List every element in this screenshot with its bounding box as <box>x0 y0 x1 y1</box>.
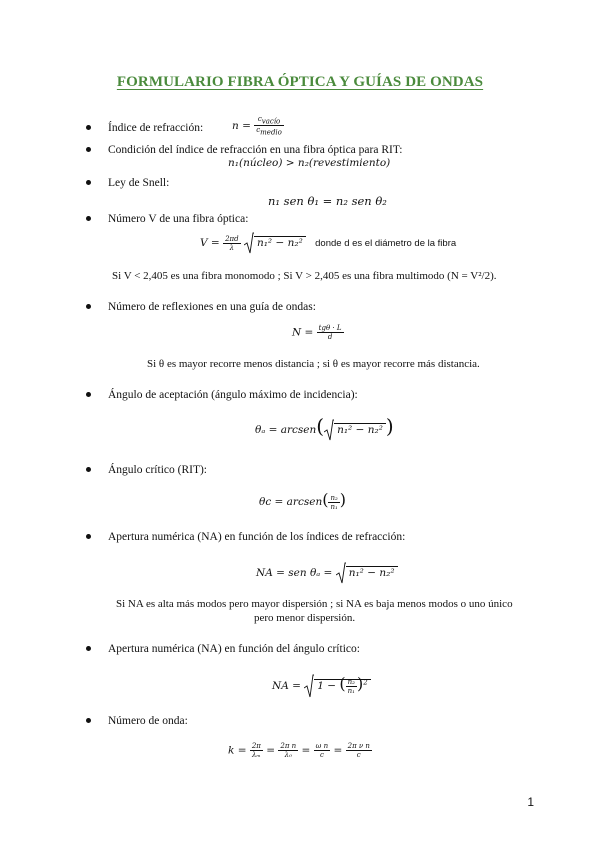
sqrt-symbol <box>244 232 254 254</box>
na-indices-remark-1: Si NA es alta más modos pero mayor dispersión ; si NA es baja menos modos o uno único <box>116 598 513 610</box>
reflections-equation: N = $\frac{\text{tgθ · L}}{d}$ <box>292 324 342 341</box>
refraction-index-equation: n = $\frac{c_{vacío}}{c_{medio}}$ <box>232 115 282 137</box>
wave-number-label: Número de onda: <box>108 715 188 727</box>
wave-number-equation: k = $\frac{2\pi}{\text{λₘ}}$ = $\frac{\text{2π n}}{\text{λ₀}}$ = $\frac{\text{ω n}}{c}$ = $\frac{\text{2π ν n}}{c}$ <box>228 742 370 759</box>
acceptance-angle-label: Ángulo de aceptación (ángulo máximo de incidencia): <box>108 389 358 401</box>
snell-equation: n₁ sen θ₁ = n₂ sen θ₂ <box>268 194 387 208</box>
sqrt-symbol <box>336 562 346 584</box>
v-number-label: Número V de una fibra óptica: <box>108 213 249 225</box>
rit-condition-label: Condición del índice de refracción en una fibra óptica para RIT: <box>108 144 403 156</box>
na-critical-equation: NA = 1 − ( $\frac{\text{n₂}}{\text{n₁}}$ )$^2$ <box>272 674 371 698</box>
rit-condition-equation: n₁(núcleo) > n₂(revestimiento) <box>228 157 391 169</box>
v-number-remark: Si V < 2,405 es una fibra monomodo ; Si V > 2,405 es una fibra multimodo (N = V²/2). <box>112 270 497 282</box>
sqrt-symbol <box>324 419 334 441</box>
refraction-index-label: Índice de refracción: <box>108 122 204 134</box>
critical-angle-equation: θc = arcsen( $\frac{\text{n₂}}{\text{n₁}}$ ) <box>259 490 347 511</box>
v-number-note: donde d es el diámetro de la fibra <box>315 238 457 249</box>
na-indices-remark-2: pero menor dispersión. <box>254 612 356 624</box>
sqrt-symbol <box>304 674 314 698</box>
na-indices-equation: NA = sen θₐ = n₁² − n₂² <box>256 562 398 584</box>
reflections-remark: Si θ es mayor recorre menos distancia ; si θ es mayor recorre más distancia. <box>147 358 480 370</box>
page-title: FORMULARIO FIBRA ÓPTICA Y GUÍAS DE ONDAS <box>116 74 484 90</box>
critical-angle-label: Ángulo crítico (RIT): <box>108 464 208 476</box>
page-number: 1 <box>527 795 534 809</box>
v-number-equation: V = $\frac{2\pi d}{\lambda}$ n₁² − n₂² donde d es el diámetro de la fibra <box>200 232 456 254</box>
na-critical-label: Apertura numérica (NA) en función del ángulo crítico: <box>108 643 360 655</box>
na-indices-label: Apertura numérica (NA) en función de los índices de refracción: <box>108 531 406 543</box>
acceptance-angle-equation: θₐ = arcsen( n₁² − n₂² ) <box>255 414 394 441</box>
reflections-label: Número de reflexiones en una guía de ondas: <box>108 301 316 313</box>
snell-label: Ley de Snell: <box>108 177 170 189</box>
